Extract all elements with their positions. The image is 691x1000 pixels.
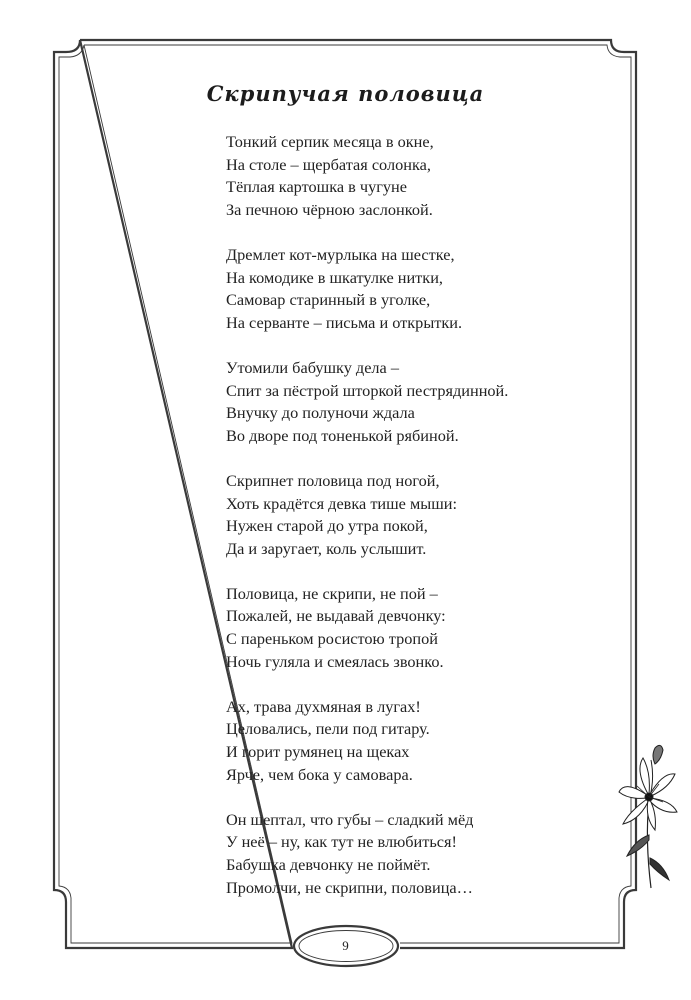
poem-line: Утомили бабушку дела – xyxy=(226,357,399,377)
page-number: 9 xyxy=(342,938,349,953)
poem-line: И горит румянец на щеках xyxy=(226,742,410,762)
poem-line: За печною чёрною заслонкой. xyxy=(226,199,433,219)
stanza xyxy=(226,131,606,221)
poem-body xyxy=(226,131,606,922)
poem-line: Хоть крадётся девка тише мыши: xyxy=(226,493,457,513)
stanza xyxy=(226,357,606,447)
poem-line: Во дворе под тоненькой рябиной. xyxy=(226,425,459,445)
poem-line: Промолчи, не скрипни, половица… xyxy=(226,877,473,897)
poem-line: Тонкий серпик месяца в окне, xyxy=(226,132,434,151)
poem-title: Скрипучая половица xyxy=(206,81,485,106)
poem-line: На комодике в шкатулке нитки, xyxy=(226,267,443,287)
poem-line: Бабушка девчонку не поймёт. xyxy=(226,855,431,874)
stanza xyxy=(226,244,606,334)
stanza xyxy=(226,470,606,560)
lily-flower-icon xyxy=(615,740,679,890)
poem-line: На столе – щербатая солонка, xyxy=(226,154,431,174)
stanza xyxy=(226,583,606,673)
stanza xyxy=(226,696,606,786)
poem-line: С пареньком росистою тропой xyxy=(226,629,438,649)
stanza xyxy=(226,809,606,899)
poem-line: Дремлет кот-мурлыка на шестке, xyxy=(226,244,455,264)
poem-line: На серванте – письма и открытки. xyxy=(226,312,463,332)
poem-line: Ярче, чем бока у самовара. xyxy=(226,764,413,784)
poem-line: Ночь гуляла и смеялась звонко. xyxy=(226,651,444,671)
poem-line: Половица, не скрипи, не пой – xyxy=(226,583,438,603)
poem-line: У неё – ну, как тут не влюбиться! xyxy=(226,832,457,852)
poem-line: Тёплая картошка в чугуне xyxy=(226,177,407,197)
poem-line: Внучку до полуночи ждала xyxy=(226,403,415,423)
poem-line: Нужен старой до утра покой, xyxy=(226,516,428,536)
poem-line: Скрипнет половица под ногой, xyxy=(226,470,440,490)
poem-line: Он шептал, что губы – сладкий мёд xyxy=(226,809,474,829)
poem-line: Самовар старинный в уголке, xyxy=(226,290,431,310)
poem-line: Да и заругает, коль услышит. xyxy=(226,538,427,558)
poem-line: Ах, трава духмяная в лугах! xyxy=(226,696,421,716)
poem-line: Целовались, пели под гитару. xyxy=(226,719,430,739)
poem-line: Пожалей, не выдавай девчонку: xyxy=(226,606,446,626)
poem-line: Спит за пёстрой шторкой пестрядинной. xyxy=(226,380,509,400)
